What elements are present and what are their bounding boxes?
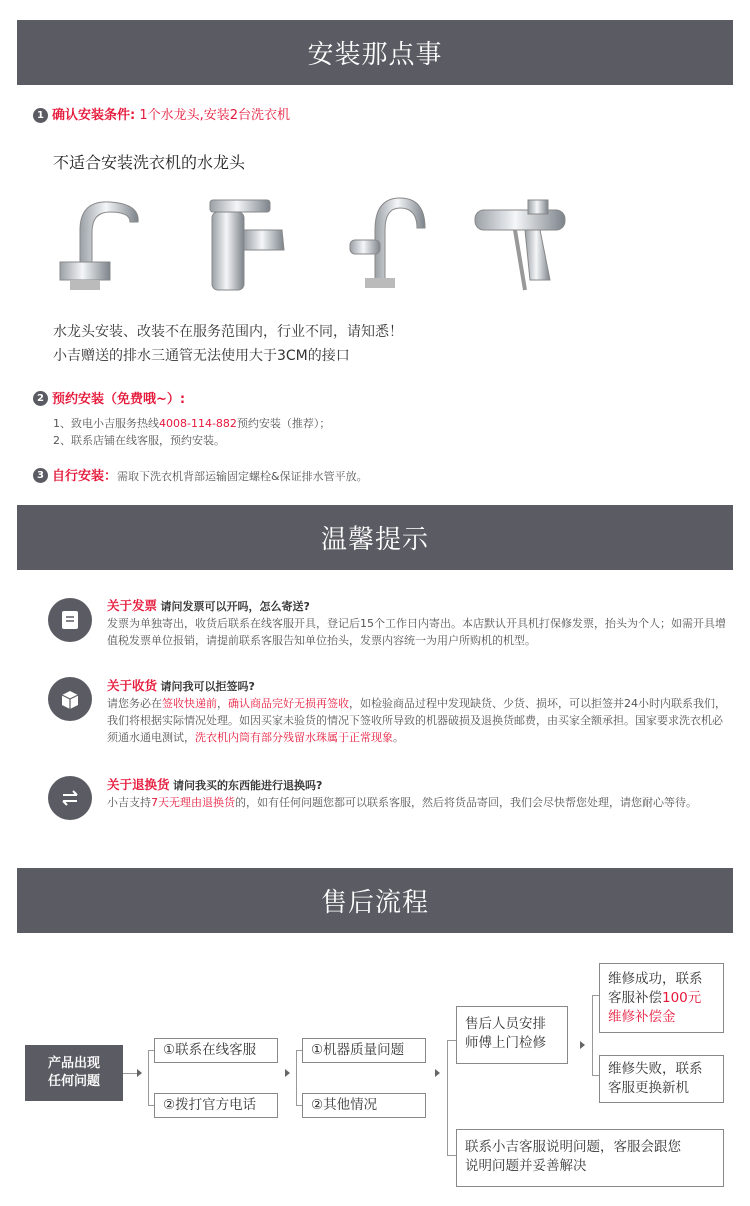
flow-repair-fail: 维修失败，联系 客服更换新机 [599,1055,724,1103]
success-text: 维修成功，联系 客服补偿 [608,971,703,1006]
flow-repair: 售后人员安排 师傅上门检修 [456,1006,568,1064]
body-text: 的，如有任何问题您都可以联系客服，然后将货品寄回，我们会尽快帮您处理，请您耐心等待。 [235,796,697,809]
exchange-icon [48,776,92,820]
body-highlight: 洗衣机内筒有部分残留水珠属于正常现象 [195,731,393,744]
faucet-wall-icon [475,200,565,290]
arrow-icon [580,1041,585,1049]
body-highlight: 7天无理由退换货 [151,796,235,809]
tip-return-title: 关于退换货 [107,777,170,792]
flow-repair-success [599,963,724,1033]
step2-row [33,388,185,407]
section-banner-aftersales: 售后流程 [17,868,733,933]
connector [148,1050,149,1106]
step2-label: 预约安装（免费哦~）: [52,392,186,407]
tip-invoice [107,597,727,649]
invoice-icon [48,598,92,642]
flow-contact-phone: ②拨打官方电话 [154,1093,278,1118]
connector [592,995,593,1075]
step1-label: 确认安装条件: [52,108,136,123]
tip-receipt-question: 请问我可以拒签吗? [160,680,255,693]
connector [447,1040,456,1041]
faucet-note [53,320,403,368]
step2-item1-pre: 1、致电小吉服务热线 [53,417,159,430]
body-text: ，如检验商品过程中发现缺货、少货、损坏，可以拒签并24小时内联系我们，我们将根据实际情况处理。如因买家未验货的情况下签收所导致的机器破损及退换货邮费，由买家全额承担。国家要求洗衣机必须通水通电测试， [107,697,726,744]
body-text: 请您务必在 [107,697,162,710]
step2-items [53,415,330,449]
faucet-basin-icon [210,200,284,290]
tip-return [107,776,727,811]
flow-quality-issue: ①机器质量问题 [302,1038,426,1063]
connector [296,1050,297,1106]
body-text: ， [217,697,228,710]
tip-receipt-body [107,695,727,746]
tip-invoice-body: 发票为单独寄出，收货后联系在线客服开具，登记后15个工作日内寄出。本店默认开具机打保修发票，抬头为个人；如需开具增值税发票单位报销，请提前联系客服告知单位抬头，发票内容统一为用户所购机的机型。 [107,617,726,647]
flow-other-issue: ②其他情况 [302,1093,426,1118]
section-banner-tips: 温馨提示 [17,505,733,570]
service-phone[interactable]: 4008-114-882 [159,417,237,430]
body-highlight: 确认商品完好无损再签收 [228,697,349,710]
connector [447,1155,456,1156]
step-number-icon: 2 [33,391,48,406]
connector [447,1040,448,1156]
note-line-1: 水龙头安装、改装不在服务范围内，行业不同，请知悉！ [53,324,403,340]
flow-start: 产品出现 任何问题 [25,1045,123,1101]
body-highlight: 签收快递前 [162,697,217,710]
tip-invoice-question: 请问发票可以开吗，怎么寄送? [160,600,310,613]
faucet-images [50,190,630,300]
faucet-swan-icon [60,202,138,290]
tip-invoice-title: 关于发票 [107,598,158,613]
section-banner-install: 安装那点事 [17,20,733,85]
faucet-pull-icon [350,198,425,288]
step-number-icon: 1 [33,108,48,123]
step2-item2: 2、联系店铺在线客服，预约安装。 [53,434,225,447]
step3-row [33,465,368,485]
tip-receipt-title: 关于收货 [107,678,158,693]
tip-return-question: 请问我买的东西能进行退换吗? [173,779,323,792]
tip-return-body [107,794,727,811]
arrow-icon [435,1069,440,1077]
arrow-icon [285,1069,290,1077]
step3-label: 自行安装： [52,469,118,484]
package-icon [48,677,92,721]
step2-item1-post: 预约安装（推荐）； [236,417,331,430]
step3-text: 需取下洗衣机背部运输固定螺栓&保证排水管平放。 [117,470,368,483]
unsuitable-heading: 不适合安装洗衣机的水龙头 [53,153,246,172]
flow-contact-online: ①联系在线客服 [154,1038,278,1063]
connector [592,995,599,996]
body-text: 。 [393,731,404,744]
step-number-icon: 3 [33,468,48,483]
step1-row [33,104,290,123]
note-line-2: 小吉赠送的排水三通管无法使用大于3CM的接口 [53,348,350,364]
success-compensation: 100元 维修补偿金 [608,990,702,1025]
flow-other-resolution: 联系小吉客服说明问题，客服会跟您 说明问题并妥善解决 [456,1129,724,1187]
connector [123,1073,137,1074]
arrow-icon [137,1069,142,1077]
step1-text: 1个水龙头,安装2台洗衣机 [135,108,291,123]
body-text: 小吉支持 [107,796,151,809]
connector [592,1075,599,1076]
tip-receipt [107,677,727,746]
